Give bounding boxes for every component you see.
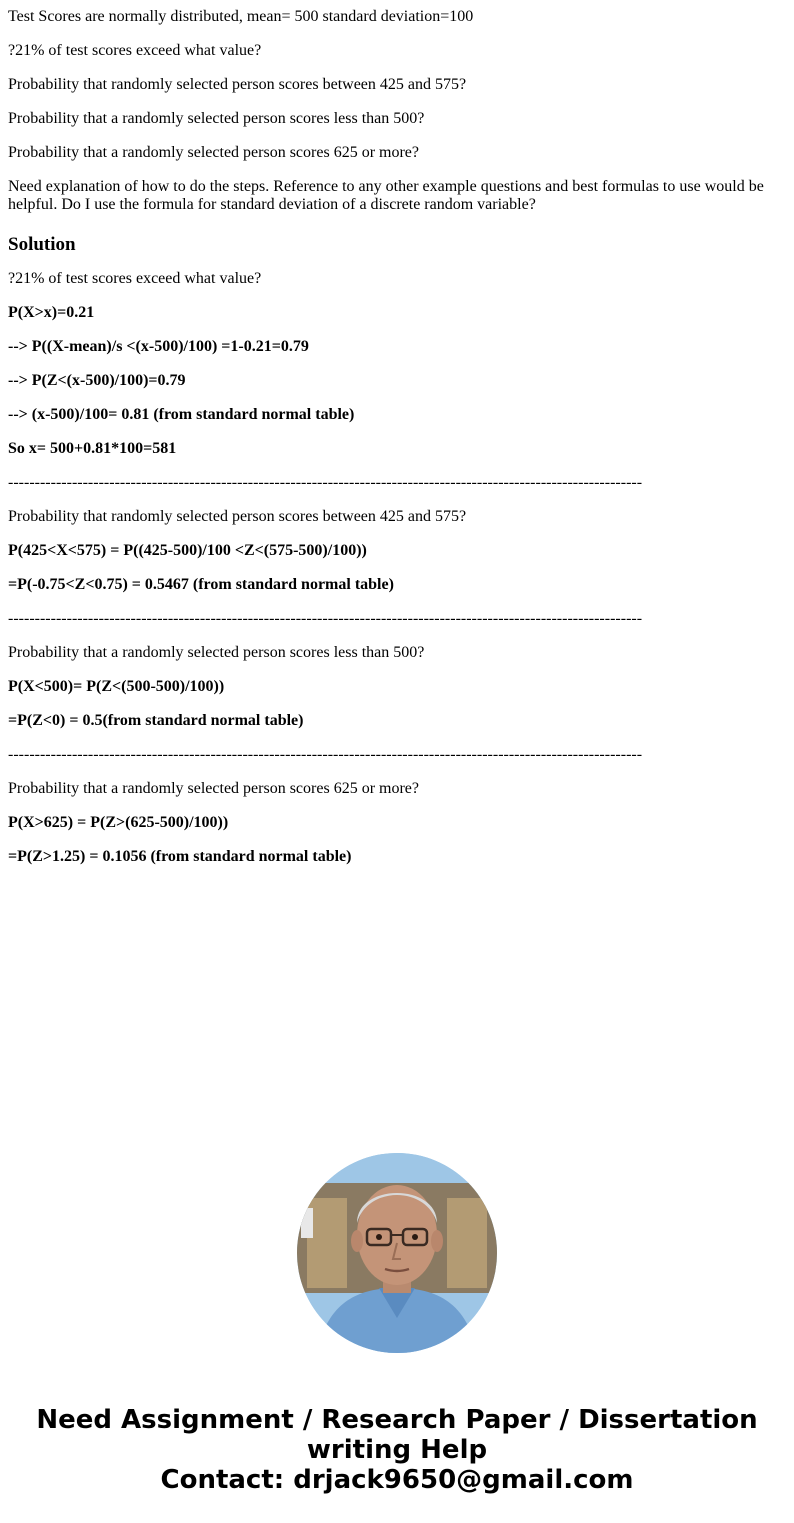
solution-heading: Solution (8, 234, 76, 255)
part1-step: --> P(Z<(x-500)/100)=0.79 (8, 372, 186, 389)
part4-step: =P(Z>1.25) = 0.1056 (from standard normal table) (8, 848, 352, 865)
part2-step: =P(-0.75<Z<0.75) = 0.5467 (from standard normal table) (8, 576, 394, 593)
question-2: Probability that randomly selected person scores between 425 and 575? (8, 76, 467, 93)
promo-line: Need Assignment / Research Paper / Dissertation (36, 1405, 758, 1435)
avatar (297, 1153, 497, 1353)
part2-step: P(425<X<575) = P((425-500)/100 <Z<(575-500)/100)) (8, 542, 367, 559)
part3-step: =P(Z<0) = 0.5(from standard normal table) (8, 712, 304, 729)
part4-step: P(X>625) = P(Z>(625-500)/100)) (8, 814, 229, 831)
part1-step: --> (x-500)/100= 0.81 (from standard normal table) (8, 406, 355, 423)
part1-question: ?21% of test scores exceed what value? (8, 270, 262, 287)
part4-question: Probability that a randomly selected person scores 625 or more? (8, 780, 419, 797)
part1-step: --> P((X-mean)/s <(x-500)/100) =1-0.21=0.79 (8, 338, 309, 355)
question-intro: Test Scores are normally distributed, mean= 500 standard deviation=100 (8, 8, 474, 25)
part3-step: P(X<500)= P(Z<(500-500)/100)) (8, 678, 225, 695)
divider: ----------------------------------------------------------------------------------------------------------------------- (8, 474, 643, 491)
question-1: ?21% of test scores exceed what value? (8, 42, 262, 59)
promo-banner (0, 1405, 794, 1495)
promo-line: writing Help (306, 1435, 488, 1465)
part1-step: P(X>x)=0.21 (8, 304, 95, 321)
divider: ----------------------------------------------------------------------------------------------------------------------- (8, 610, 643, 627)
question-3: Probability that a randomly selected person scores less than 500? (8, 110, 425, 127)
promo-contact: Contact: drjack9650@gmail.com (160, 1465, 634, 1495)
avatar-portrait-icon (297, 1153, 497, 1353)
question-4: Probability that a randomly selected person scores 625 or more? (8, 144, 419, 161)
part1-step: So x= 500+0.81*100=581 (8, 440, 177, 457)
question-request: Need explanation of how to do the steps. Reference to any other example questions and best formulas to use would be helpful. Do I use the formula for standard deviation of a discrete random variable? (8, 178, 764, 213)
divider: ----------------------------------------------------------------------------------------------------------------------- (8, 746, 643, 763)
part3-question: Probability that a randomly selected person scores less than 500? (8, 644, 425, 661)
part2-question: Probability that randomly selected person scores between 425 and 575? (8, 508, 467, 525)
